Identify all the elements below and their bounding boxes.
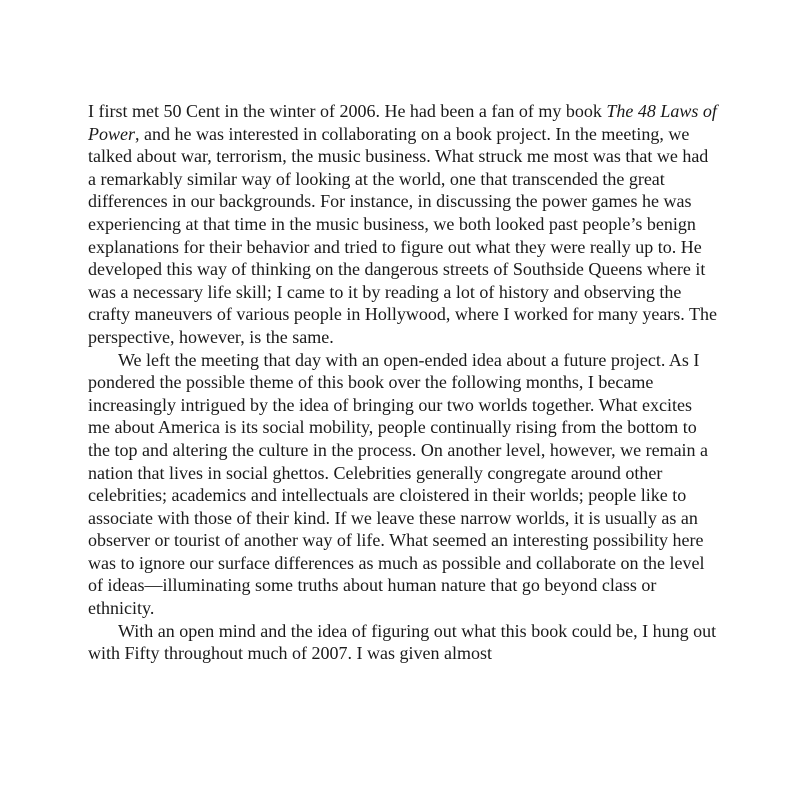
paragraph-1: [88, 100, 718, 349]
book-title-italic: The 48 Laws of Power: [88, 101, 717, 144]
body-text: [88, 100, 718, 665]
text-segment: I first met 50 Cent in the winter of 2006. He had been a fan of my book: [88, 101, 607, 121]
text-segment: , and he was interested in collaborating on a book project. In the meeting, we talked about war, terrorism, the music business. What struck me most was that we had a remarkably similar way of looking at the world, one that transcended the great differences in our backgrounds. For instance, in discussing the power games he was experiencing at that time in the music business, we both looked past people’s benign explanations for their behavior and tried to figure out what they were really up to. He developed this way of thinking on the dangerous streets of Southside Queens where it was a necessary life skill; I came to it by reading a lot of history and observing the crafty maneuvers of various people in Hollywood, where I worked for many years. The perspective, however, is the same.: [88, 123, 717, 347]
text-segment: We left the meeting that day with an open-ended idea about a future project. As I pondered the possible theme of this book over the following months, I became increasingly intrigued by the idea of bringing our two worlds together. What excites me about America is its social mobility, people continually rising from the bottom to the top and altering the culture in the process. On another level, however, we remain a nation that lives in social ghettos. Celebrities generally congregate around other celebrities; academics and intellectuals are cloistered in their worlds; people like to associate with those of their kind. If we leave these narrow worlds, it is usually as an observer or tourist of another way of life. What seemed an interesting possibility here was to ignore our surface differences as much as possible and collaborate on the level of ideas—illuminating some truths about human nature that go beyond class or ethnicity.: [88, 349, 709, 619]
paragraph-2: [88, 349, 718, 620]
text-segment: With an open mind and the idea of figuring out what this book could be, I hung out with Fifty throughout much of 2007. I was given almost: [88, 620, 717, 664]
paragraph-3: [88, 620, 718, 665]
